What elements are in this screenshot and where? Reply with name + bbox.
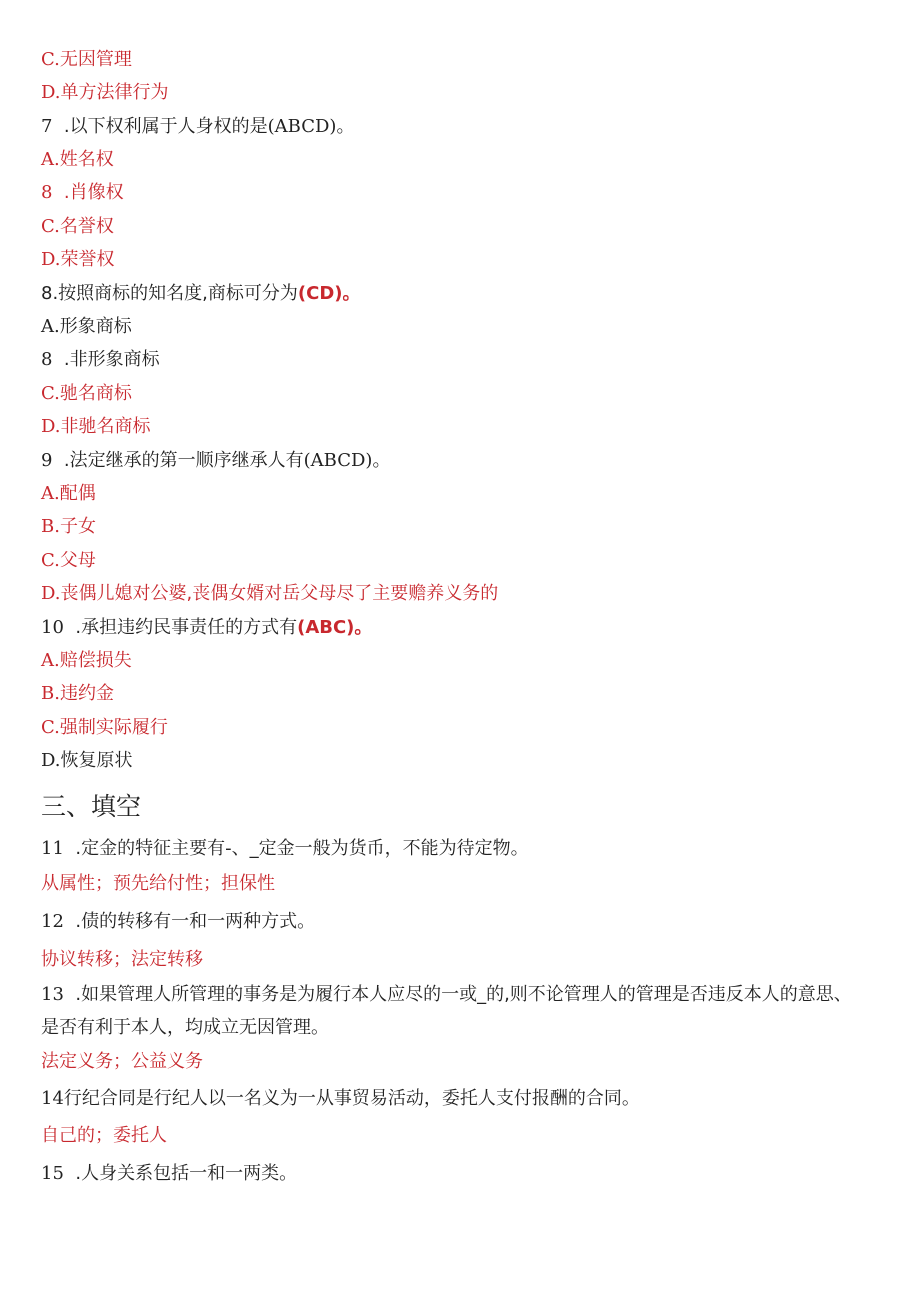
option-text: .肖像权 (63, 182, 124, 203)
option-letter: A. (41, 316, 60, 337)
answer-11: 从属性；预先给付性；担保性 (41, 873, 275, 894)
question-number: 9 (41, 450, 53, 471)
option-letter: 8 (41, 349, 53, 370)
option-c-line (41, 48, 132, 72)
option-letter: A. (41, 650, 60, 671)
option-a-line (41, 482, 96, 506)
option-a-line (41, 649, 132, 673)
answer-14: 自己的；委托人 (41, 1125, 167, 1146)
option-a-line (41, 315, 132, 339)
option-letter: D. (41, 750, 61, 771)
option-text: 荣誉权 (60, 249, 115, 270)
option-a-line (41, 148, 114, 172)
option-letter: C. (41, 717, 60, 738)
option-text: 姓名权 (59, 149, 114, 170)
option-b-line (41, 181, 124, 205)
option-b-line (41, 348, 160, 372)
option-letter: D. (41, 583, 61, 604)
answer-13: 法定义务；公益义务 (41, 1051, 203, 1072)
option-c-line (41, 549, 96, 573)
answer-letters: (ABCD) (303, 450, 373, 471)
question-13-continued: 是否有利于本人，均成立无因管理。 (41, 1017, 329, 1038)
option-text: 强制实际履行 (59, 717, 168, 738)
option-text: 非驰名商标 (60, 416, 151, 437)
option-text: 驰名商标 (59, 383, 132, 404)
question-text: .如果管理人所管理的事务是为履行本人应尽的一或_的,则不论管理人的管理是否违反本人的意思、 (75, 984, 852, 1005)
question-13 (41, 983, 852, 1007)
option-text: 配偶 (59, 483, 96, 504)
option-text: 形象商标 (59, 316, 132, 337)
question-7 (41, 115, 354, 139)
option-text: .非形象商标 (63, 349, 160, 370)
question-number: 12 (41, 911, 64, 932)
answer-letters: (ABCD) (267, 116, 337, 137)
option-d-line (41, 582, 498, 606)
option-text: 恢复原状 (60, 750, 133, 771)
option-text: 无因管理 (59, 49, 132, 70)
option-d-line (41, 415, 151, 439)
answer-letters: (ABC)。 (297, 617, 373, 638)
question-8 (41, 282, 361, 306)
question-10 (41, 616, 372, 640)
option-c-line (41, 215, 114, 239)
option-letter: C. (41, 383, 60, 404)
option-b-line (41, 515, 96, 539)
question-11 (41, 837, 529, 861)
question-text: .人身关系包括一和一两类。 (75, 1163, 298, 1184)
question-text: .定金的特征主要有-、_定金一般为货币，不能为待定物。 (75, 838, 529, 859)
option-text: 父母 (59, 550, 96, 571)
question-9 (41, 449, 390, 473)
option-letter: D. (41, 249, 61, 270)
option-letter: D. (41, 416, 61, 437)
option-d-line (41, 248, 115, 272)
question-text: .承担违约民事责任的方式有 (75, 617, 298, 638)
section-heading: 三、填空 (41, 792, 142, 821)
question-number: 13 (41, 984, 64, 1005)
option-d-line (41, 749, 133, 773)
option-letter: C. (41, 49, 60, 70)
option-c-line (41, 716, 168, 740)
answer-letters: (CD)。 (297, 283, 361, 304)
question-text: .法定继承的第一顺序继承人有 (63, 450, 304, 471)
question-number: 10 (41, 617, 64, 638)
question-text: 行纪合同是行纪人以一名义为一从事贸易活动，委托人支付报酬的合同。 (63, 1088, 640, 1109)
option-c-line (41, 382, 132, 406)
option-text: 名誉权 (59, 216, 114, 237)
option-text: 丧偶儿媳对公婆,丧偶女婿对岳父母尽了主要赡养义务的 (60, 583, 499, 604)
question-end: 。 (372, 450, 391, 471)
option-letter: C. (41, 216, 60, 237)
question-12 (41, 910, 315, 934)
question-number: 15 (41, 1163, 64, 1184)
option-letter: 8 (41, 182, 53, 203)
option-letter: A. (41, 483, 60, 504)
question-text: .以下权利属于人身权的是 (63, 116, 268, 137)
option-d-line (41, 81, 169, 105)
option-letter: A. (41, 149, 60, 170)
option-letter: D. (41, 82, 61, 103)
question-text: .债的转移有一和一两种方式。 (75, 911, 316, 932)
option-b-line (41, 682, 114, 706)
option-text: 单方法律行为 (60, 82, 169, 103)
question-number: 14 (41, 1088, 64, 1109)
question-15 (41, 1162, 297, 1186)
answer-12: 协议转移；法定转移 (41, 949, 203, 970)
question-14 (41, 1087, 640, 1111)
option-letter: C. (41, 550, 60, 571)
question-number: 11 (41, 838, 64, 859)
option-letter: B. (41, 683, 60, 704)
question-end: 。 (336, 116, 355, 137)
question-text: 8.按照商标的知名度,商标可分为 (41, 283, 298, 304)
option-text: 违约金 (59, 683, 114, 704)
option-text: 子女 (59, 516, 96, 537)
option-text: 赔偿损失 (59, 650, 132, 671)
option-letter: B. (41, 516, 60, 537)
question-number: 7 (41, 116, 53, 137)
